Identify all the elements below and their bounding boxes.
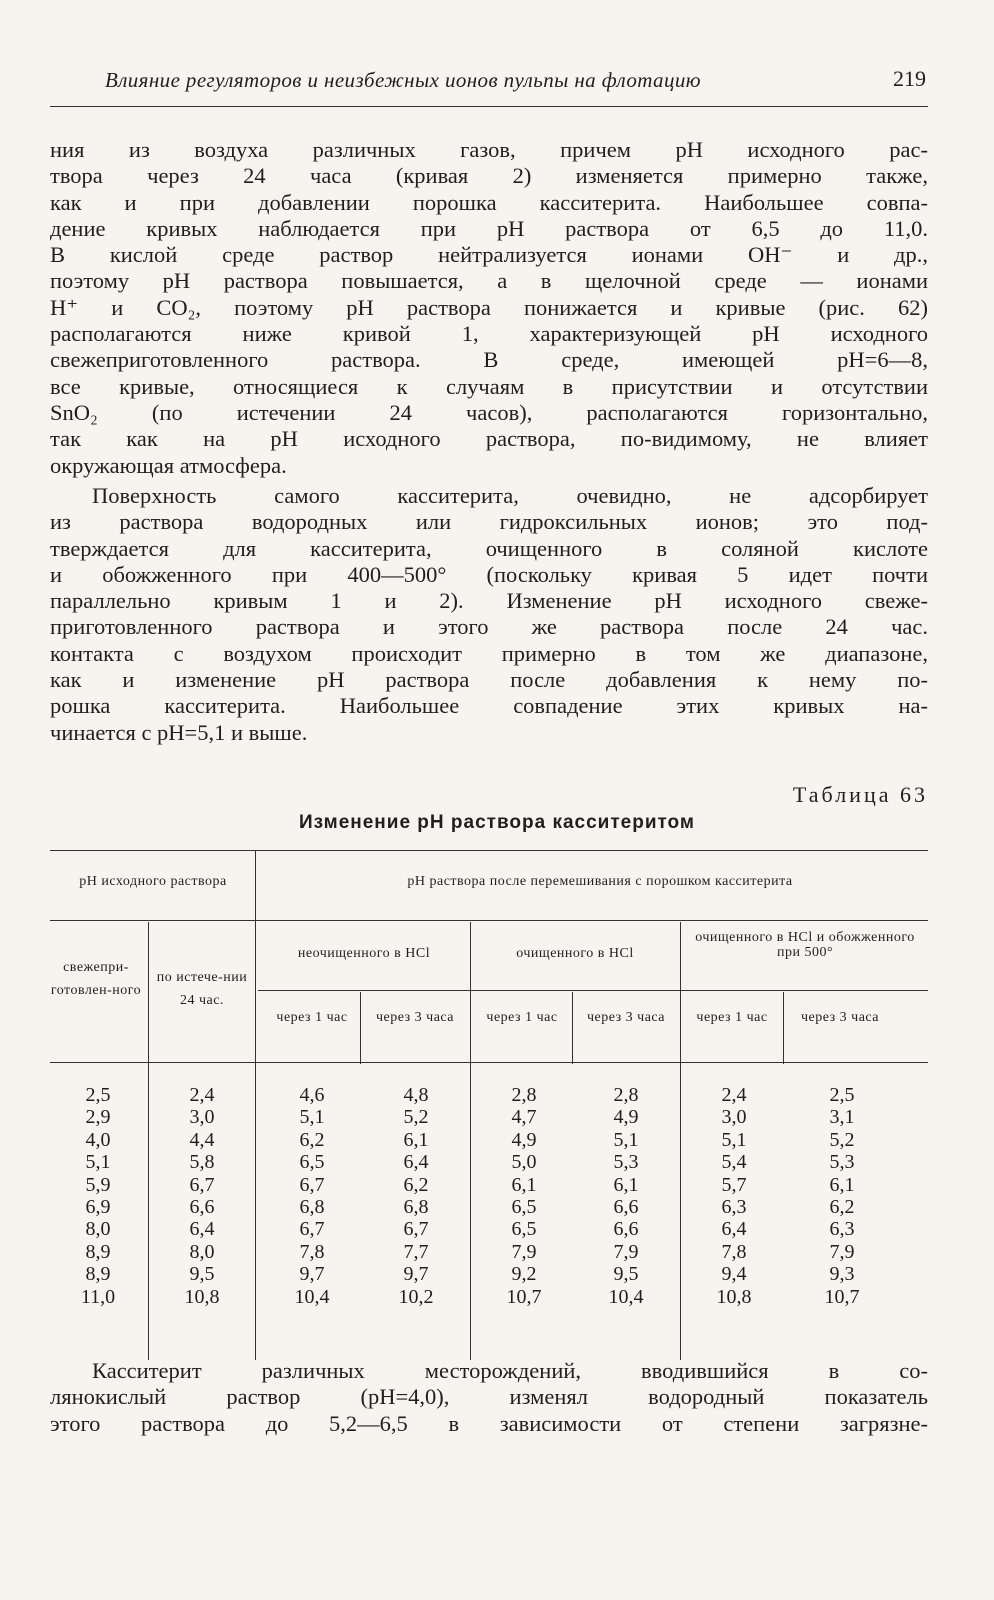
text-line: Поверхность самого касситерита, очевидно, не адсорбирует [92,483,928,508]
text-line: чинается с pH=5,1 и выше. [50,719,308,745]
table-cell: 5,1 [299,1106,325,1129]
header-1h-a: через 1 час [276,1010,348,1025]
table-cell: 6,8 [299,1195,325,1218]
text-line: контакта с воздухом происходит примерно в том же диапазоне, [50,640,928,666]
header-initial-ph: pH исходного раствора [79,874,227,889]
table-cell: 2,5 [829,1084,855,1106]
table-cell: 5,1 [613,1128,639,1151]
text-line: твора через 24 часа (кривая 2) изменяется примерно также, [50,163,928,189]
text-line: рошка касситерита. Наибольшее совпадение этих кривых на- [50,693,928,719]
table-cell: 2,4 [189,1084,215,1106]
header-3h-b: через 3 часа [586,1010,666,1025]
table-cell: 9,5 [613,1263,639,1286]
page-number: 219 [893,66,926,91]
running-header [50,62,928,107]
table-cell: 7,7 [403,1240,429,1263]
text-line: тверждается для касситерита, очищенного в соляной кислоте [50,535,928,561]
table-cell: 6,5 [299,1151,325,1174]
table-cell: 6,7 [189,1173,215,1196]
table-cell: 9,7 [299,1263,325,1286]
table-cell: 6,4 [403,1151,429,1174]
table-cell: 5,1 [721,1128,747,1151]
text-line: поэтому pH раствора повышается, а в щелочной среде — ионами [50,268,928,294]
table-cell: 9,5 [189,1263,215,1286]
text-line: из раствора водородных или гидроксильных ионов; это под- [50,509,928,535]
table-column [50,1084,146,1308]
table-cell: 6,6 [613,1218,639,1241]
header-cleaned: очищенного в HCl [516,946,634,961]
table-cell: 10,2 [398,1285,434,1308]
text-line: H⁺ и CO₂, поэтому pH раствора понижается и кривые (рис. 62) [50,294,928,320]
table-cell: 4,4 [189,1128,215,1151]
header-uncleaned: неочищенного в HCl [297,946,431,961]
table-cell: 6,3 [829,1218,855,1241]
table-cell: 6,2 [403,1173,429,1196]
table-cell: 11,0 [80,1285,116,1308]
table-cell: 7,9 [511,1240,537,1263]
table-cell: 6,1 [613,1173,639,1196]
header-cleaned-burned: очищенного в HCl и обожженного при 500° [695,930,915,960]
table-column [264,1084,360,1308]
table-cell: 4,6 [299,1084,325,1106]
table-column [476,1084,572,1308]
table-cell: 3,1 [829,1106,855,1129]
table-cell: 7,8 [721,1240,747,1263]
table-cell: 2,8 [511,1084,537,1106]
table-cell: 6,2 [829,1195,855,1218]
paragraph-3 [50,1358,928,1437]
table-cell: 6,6 [189,1195,215,1218]
text-line: этого раствора до 5,2—6,5 в зависимости от степени загрязне- [50,1410,928,1436]
text-line: ния из воздуха различных газов, причем pH исходного рас- [50,137,928,162]
table-column [686,1084,782,1308]
table-cell: 6,9 [85,1195,111,1218]
paragraph-1 [50,137,928,479]
table-cell: 7,9 [829,1240,855,1263]
table-cell: 10,8 [184,1285,220,1308]
table-cell: 5,4 [721,1151,747,1174]
table-cell: 7,8 [299,1240,325,1263]
text-line: В кислой среде раствор нейтрализуется ионами OH⁻ и др., [50,242,928,268]
table-cell: 4,9 [613,1106,639,1129]
table-cell: 6,5 [511,1218,537,1241]
text-line: лянокислый раствор (pH=4,0), изменял водородный показатель [50,1384,928,1410]
table-cell: 8,9 [85,1263,111,1286]
table-cell: 5,7 [721,1173,747,1196]
table-cell: 5,9 [85,1173,111,1196]
text-line: как и изменение pH раствора после добавления к нему по- [50,667,928,693]
table-cell: 3,0 [721,1106,747,1129]
table-title: Изменение pH раствора касситеритом [299,812,695,833]
running-title: Влияние регуляторов и неизбежных ионов пульпы на флотацию [105,68,701,92]
table-cell: 6,6 [613,1195,639,1218]
header-3h-a: через 3 часа [375,1010,455,1025]
text-line: приготовленного раствора и этого же раствора после 24 час. [50,614,928,640]
header-fresh: свежепри-готовлен-ного [50,960,142,998]
table-cell: 6,3 [721,1195,747,1218]
table-cell: 6,1 [511,1173,537,1196]
table-cell: 10,7 [824,1285,860,1308]
table-cell: 7,9 [613,1240,639,1263]
text-line: SnO₂ (по истечении 24 часов), располагаются горизонтально, [50,399,928,425]
header-3h-c: через 3 часа [800,1010,880,1025]
text-line: окружающая атмосфера. [50,452,287,478]
table-cell: 4,0 [85,1128,111,1151]
table-cell: 2,5 [85,1084,111,1106]
table-cell: 8,0 [85,1218,111,1241]
table-cell: 6,4 [189,1218,215,1241]
text-line: все кривые, относящиеся к случаям в присутствии и отсутствии [50,373,928,399]
table-cell: 3,0 [189,1106,215,1129]
table-cell: 5,3 [613,1151,639,1174]
table-cell: 10,4 [294,1285,330,1308]
header-expired: по истече-нии 24 час. [156,970,248,1008]
table-cell: 6,7 [299,1218,325,1241]
table-cell: 5,8 [189,1151,215,1174]
table-cell: 8,0 [189,1240,215,1263]
table-cell: 2,4 [721,1084,747,1106]
table-cell: 5,2 [403,1106,429,1129]
table-cell: 2,9 [85,1106,111,1129]
table-cell: 10,4 [608,1285,644,1308]
table-column [368,1084,464,1308]
table-cell: 5,3 [829,1151,855,1174]
table-cell: 4,9 [511,1128,537,1151]
header-1h-c: через 1 час [696,1010,768,1025]
table-cell: 6,2 [299,1128,325,1151]
data-table [50,850,928,1360]
table-cell: 6,1 [829,1173,855,1196]
table-cell: 4,7 [511,1106,537,1129]
table-cell: 5,1 [85,1151,111,1174]
table-column [154,1084,250,1308]
table-cell: 9,7 [403,1263,429,1286]
table-cell: 10,8 [716,1285,752,1308]
table-cell: 6,4 [721,1218,747,1241]
header-after-mixing: pH раствора после перемешивания с порошком касситерита [407,874,793,889]
text-line: дение кривых наблюдается при pH раствора от 6,5 до 11,0. [50,215,928,241]
text-line: располагаются ниже кривой 1, характеризующей pH исходного [50,321,928,347]
table-cell: 4,8 [403,1084,429,1106]
table-cell: 6,5 [511,1195,537,1218]
paragraph-2 [50,483,928,746]
text-line: свежеприготовленного раствора. В среде, имеющей pH=6—8, [50,347,928,373]
table-cell: 6,7 [299,1173,325,1196]
text-line: Касситерит различных месторождений, вводившийся в со- [92,1358,928,1383]
table-cell: 5,0 [511,1151,537,1174]
table-cell: 5,2 [829,1128,855,1151]
table-cell: 9,4 [721,1263,747,1286]
text-line: как и при добавлении порошка касситерита. Наибольшее совпа- [50,189,928,215]
text-line: и обожженного при 400—500° (поскольку кривая 5 идет почти [50,561,928,587]
table-label: Таблица 63 [792,782,928,807]
text-line: так как на pH исходного раствора, по-видимому, не влияет [50,426,928,452]
header-1h-b: через 1 час [486,1010,558,1025]
table-cell: 2,8 [613,1084,639,1106]
table-cell: 9,2 [511,1263,537,1286]
table-cell: 6,1 [403,1128,429,1151]
table-cell: 8,9 [85,1240,111,1263]
table-cell: 6,8 [403,1195,429,1218]
table-cell: 10,7 [506,1285,542,1308]
text-line: параллельно кривым 1 и 2). Изменение pH исходного свеже- [50,588,928,614]
table-column [794,1084,890,1308]
table-cell: 6,7 [403,1218,429,1241]
table-cell: 9,3 [829,1263,855,1286]
table-column [578,1084,674,1308]
